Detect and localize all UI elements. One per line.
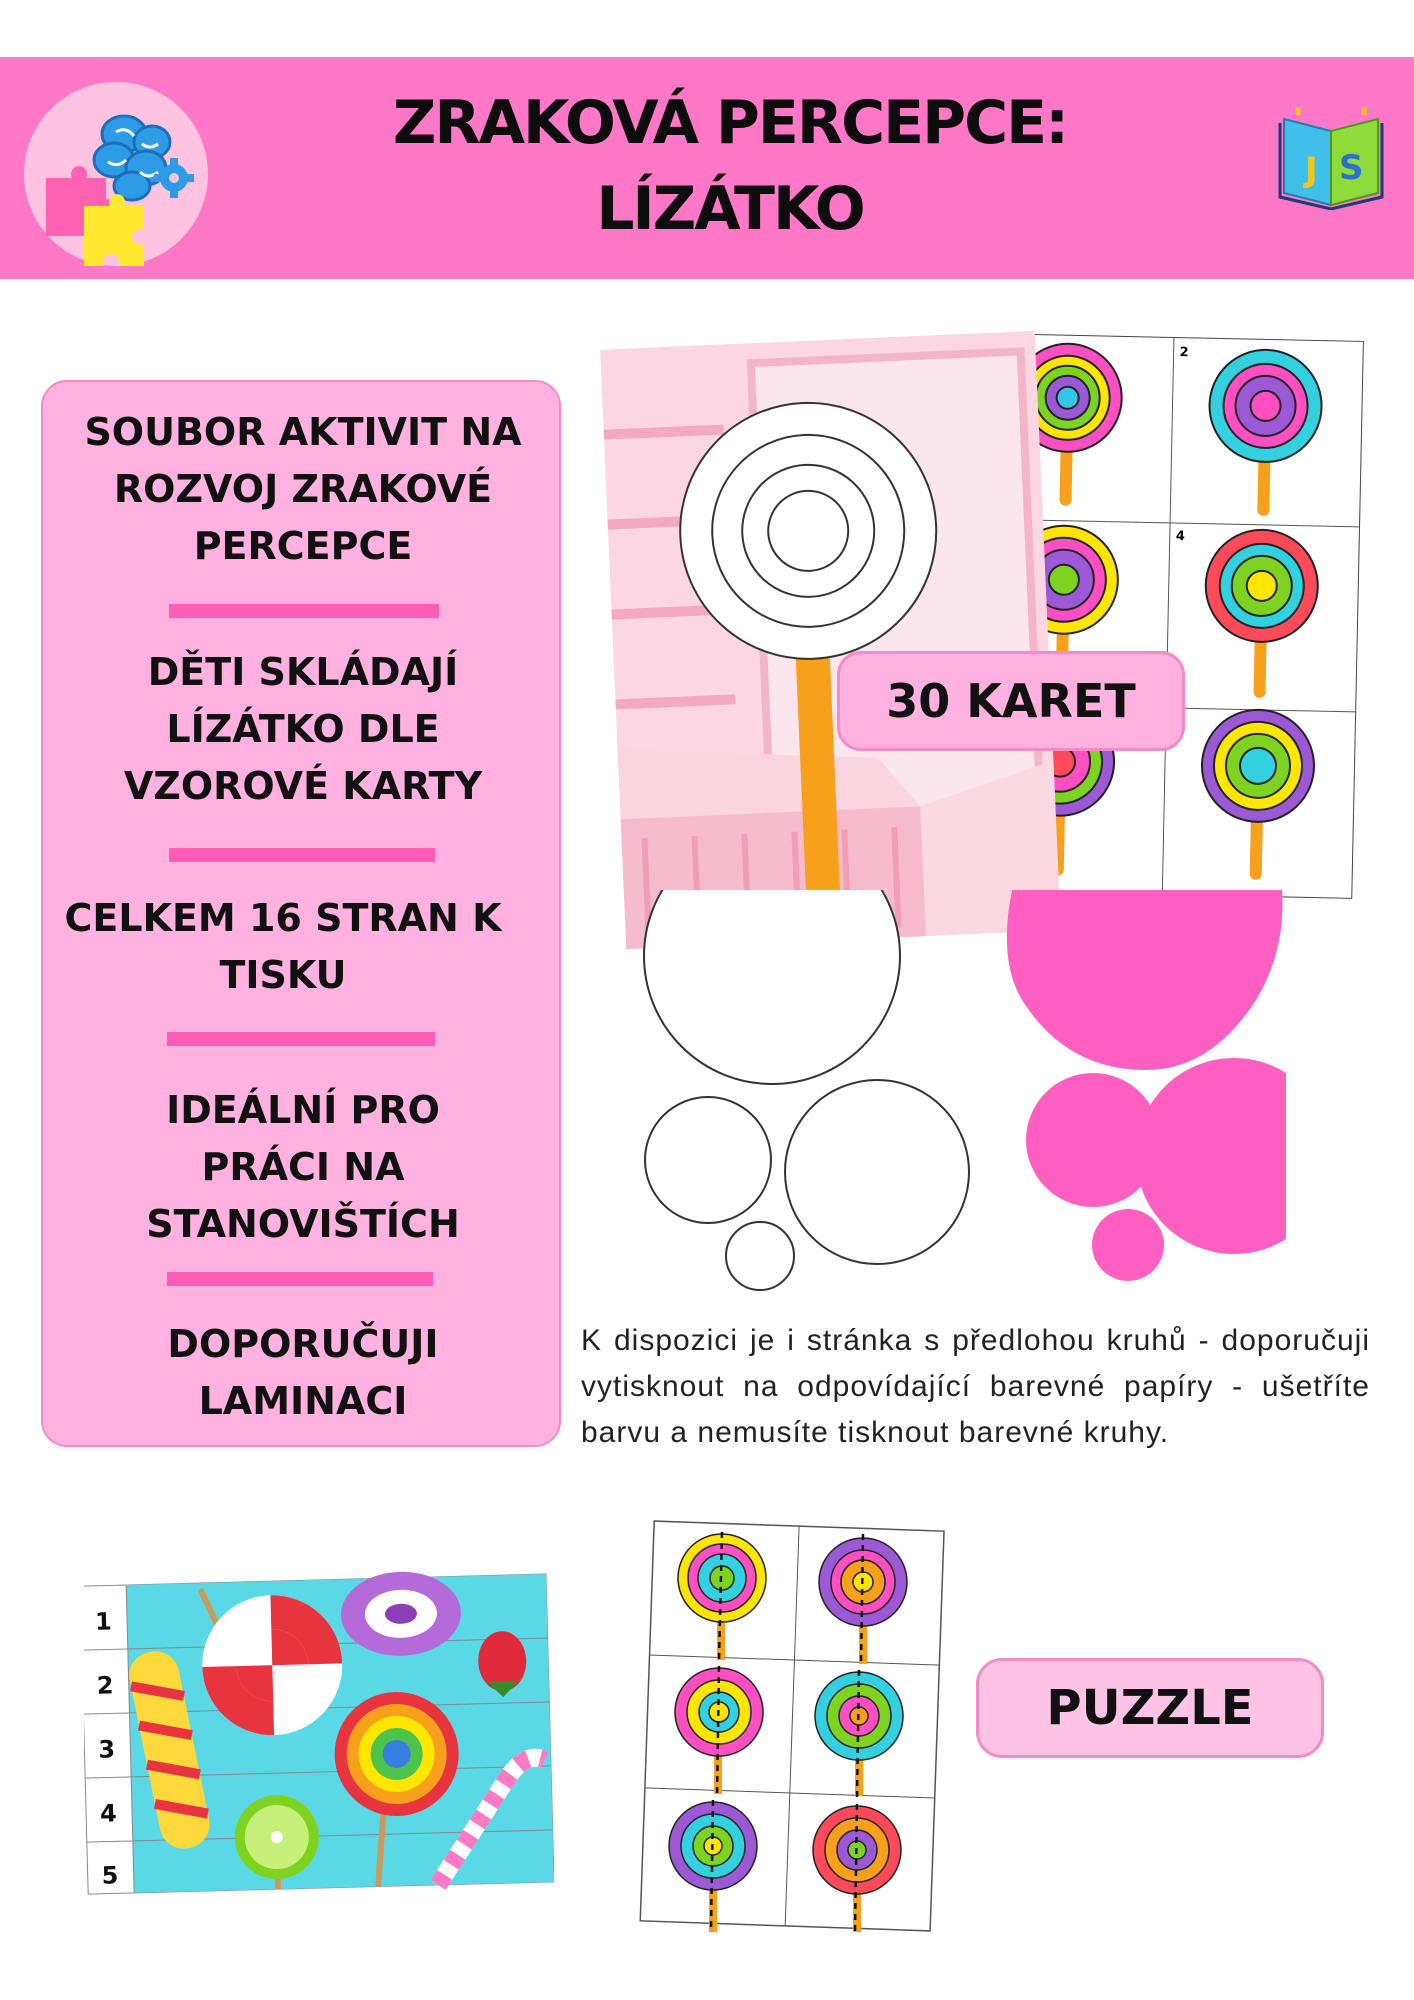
lollipop-card-2 [1207, 349, 1322, 517]
brand-letter-s: S [1339, 148, 1364, 188]
cards-count-badge: 30 KARET [837, 651, 1185, 751]
brand-letter-j: J [1305, 150, 1318, 190]
feature-panel [41, 380, 561, 1447]
book-icon [1276, 105, 1386, 210]
divider [169, 848, 435, 862]
puzzle-sheet [637, 1520, 947, 1940]
page-title [260, 80, 1200, 252]
feature-item: DOPORUČUJI LAMINACI [167, 1322, 439, 1423]
strip-number: 4 [99, 1799, 118, 1828]
title-line-1: ZRAKOVÁ PERCEPCE: [392, 88, 1068, 158]
book-logo [1276, 105, 1386, 210]
title-line-2: LÍZÁTKO [596, 174, 864, 244]
outline-circles [644, 890, 969, 1290]
strip-number: 3 [98, 1735, 116, 1764]
brain-puzzle-logo [24, 82, 208, 266]
divider [167, 1272, 433, 1286]
brain-puzzle-icon [24, 82, 208, 266]
puzzle-photo [84, 1566, 554, 1896]
divider [169, 604, 439, 618]
card-number: 2 [1179, 345, 1189, 361]
feature-item: CELKEM 16 STRAN K TISKU [64, 896, 502, 997]
strip-number: 1 [94, 1607, 113, 1636]
circles-template-note: K dispozici je i stránka s předlohou kruhů - doporučuji vytisknout na odpovídající barevné papíry - ušetříte barvu a nemusíte tisknout barevné kruhy. [581, 1324, 1370, 1449]
feature-item: SOUBOR AKTIVIT NA ROZVOJ ZRAKOVÉ PERCEPCE [84, 410, 522, 568]
feature-item: DĚTI SKLÁDAJÍ LÍZÁTKO DLE VZOROVÉ KARTY [123, 650, 483, 808]
feature-item: IDEÁLNÍ PRO PRÁCI NA STANOVIŠTÍCH [146, 1088, 460, 1246]
card-number: 4 [1175, 529, 1185, 545]
coloring-sheet [600, 331, 1061, 949]
lollipop-card-6 [1200, 709, 1316, 881]
strip-number: 2 [96, 1671, 114, 1700]
magenta-circles [1007, 890, 1286, 1281]
divider [167, 1032, 435, 1046]
circle-templates [636, 890, 1286, 1295]
lollipop-card-4 [1203, 529, 1318, 699]
strip-number: 5 [101, 1861, 119, 1890]
puzzle-badge: PUZZLE [976, 1658, 1324, 1758]
